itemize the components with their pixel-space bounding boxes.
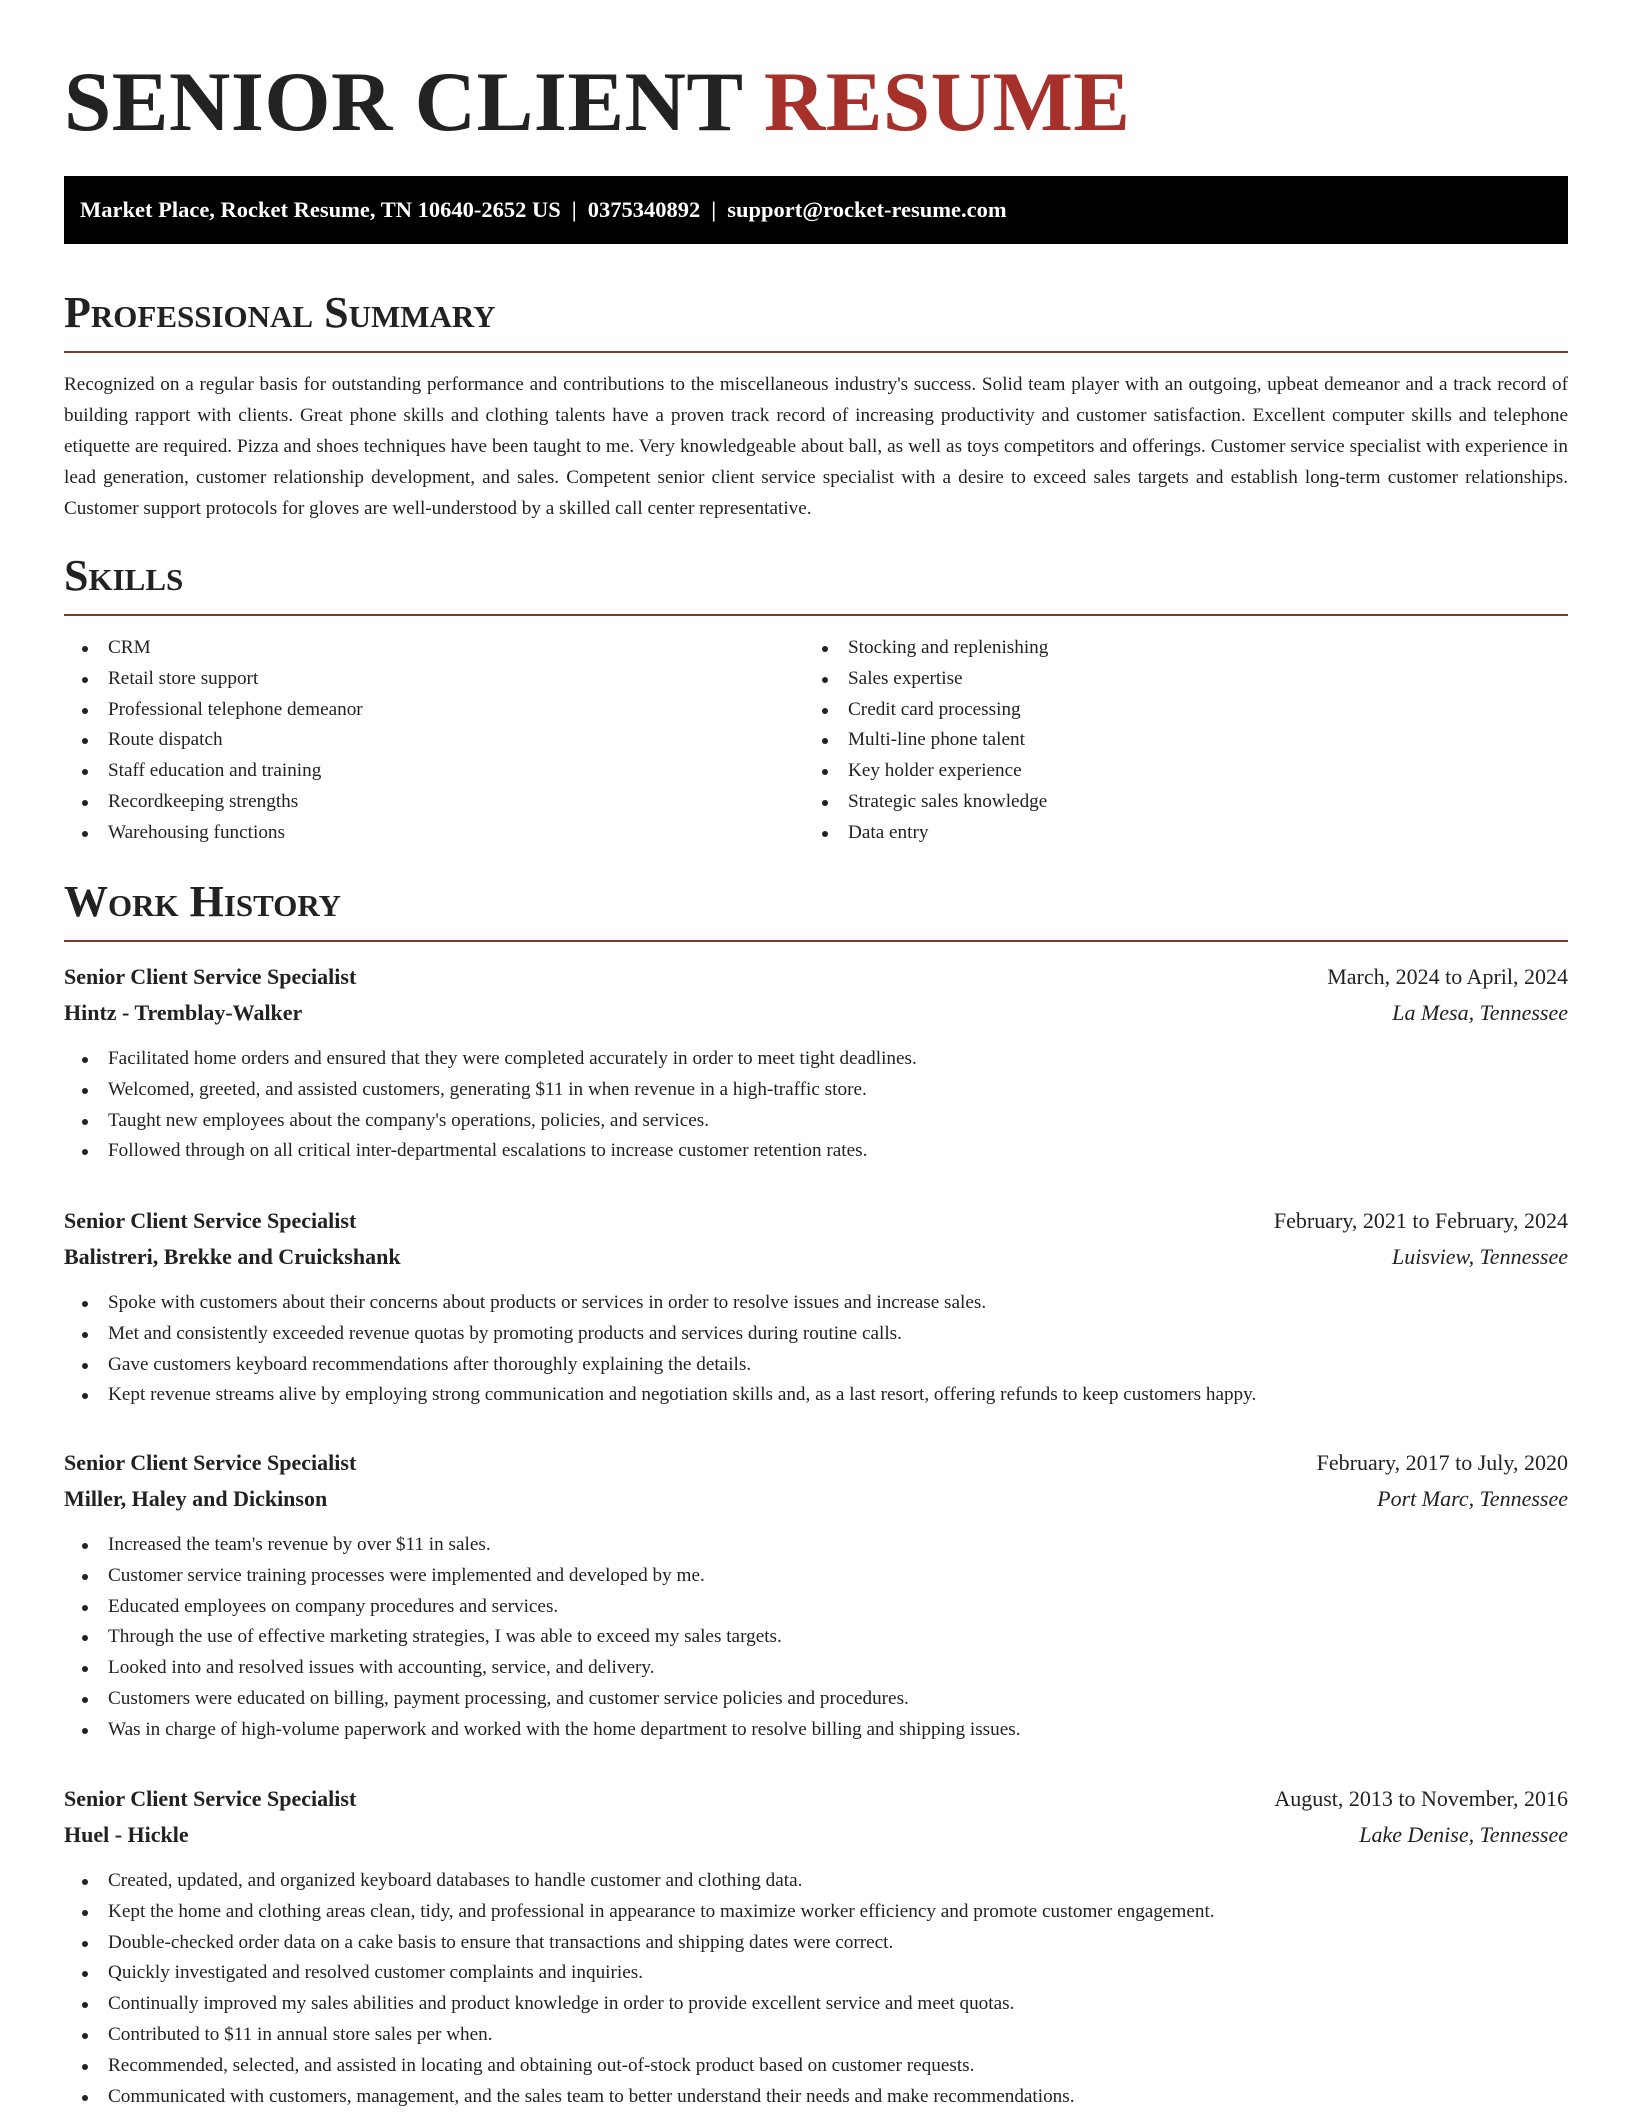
summary-divider: [64, 351, 1568, 353]
contact-separator: |: [571, 197, 577, 222]
job-title: Senior Client Service Specialist: [64, 1786, 357, 1811]
job-company: Balistreri, Brekke and Cruickshank: [64, 1244, 401, 1269]
job-bullet: Communicated with customers, management, and the sales team to better understand their needs and make recommendations.: [64, 2082, 1568, 2112]
skill-item: Retail store support: [64, 664, 363, 695]
job-bullet: Was in charge of high-volume paperwork and worked with the home department to resolve billing and shipping issues.: [64, 1715, 1568, 1746]
skills-list-left: [64, 633, 363, 849]
job-bullet: Welcomed, greeted, and assisted customers, generating $11 in when revenue in a high-traffic store.: [64, 1075, 1568, 1106]
summary-heading: Professional Summary: [64, 288, 496, 337]
skill-item: Staff education and training: [64, 756, 363, 787]
job-bullet: Created, updated, and organized keyboard databases to handle customer and clothing data.: [64, 1866, 1568, 1897]
skills-list-right: [804, 633, 1048, 849]
job-bullet: Gave customers keyboard recommendations after thoroughly explaining the details.: [64, 1350, 1568, 1381]
contact-address: Market Place, Rocket Resume, TN 10640-2652 US: [80, 197, 561, 222]
skill-item: CRM: [64, 633, 363, 664]
job-location: Port Marc, Tennessee: [1377, 1486, 1568, 1511]
job-bullet: Looked into and resolved issues with accounting, service, and delivery.: [64, 1653, 1568, 1684]
work-history-divider: [64, 940, 1568, 942]
title-resume: RESUME: [763, 55, 1131, 149]
job-bullet: Through the use of effective marketing strategies, I was able to exceed my sales targets.: [64, 1622, 1568, 1653]
job-company: Miller, Haley and Dickinson: [64, 1486, 328, 1511]
skill-item: Sales expertise: [804, 664, 1048, 695]
title-senior-client: SENIOR CLIENT: [64, 55, 764, 149]
skill-item: Credit card processing: [804, 695, 1048, 726]
job-company: Hintz - Tremblay-Walker: [64, 1000, 303, 1025]
job-bullets: [64, 1044, 1568, 1167]
job-entry: [64, 959, 1568, 1167]
job-dates: August, 2013 to November, 2016: [1274, 1786, 1568, 1811]
contact-separator: |: [711, 197, 717, 222]
job-bullet: Increased the team's revenue by over $11 in sales.: [64, 1530, 1568, 1561]
job-bullet: Spoke with customers about their concerns about products or services in order to resolve issues and increase sales.: [64, 1288, 1568, 1319]
contact-bar: [64, 176, 1568, 244]
job-title: Senior Client Service Specialist: [64, 1208, 357, 1233]
contact-phone: 0375340892: [587, 197, 701, 222]
job-bullet: Educated employees on company procedures and services.: [64, 1592, 1568, 1623]
job-bullet: Kept revenue streams alive by employing strong communication and negotiation skills and, as a last resort, offering refunds to keep customers happy.: [64, 1380, 1568, 1411]
skill-item: Stocking and replenishing: [804, 633, 1048, 664]
job-bullet: Contributed to $11 in annual store sales per when.: [64, 2020, 1568, 2051]
skill-item: Strategic sales knowledge: [804, 787, 1048, 818]
skill-item: Warehousing functions: [64, 818, 363, 849]
job-bullets: [64, 1288, 1568, 1411]
skill-item: Data entry: [804, 818, 1048, 849]
job-bullets: [64, 1866, 1568, 2112]
job-title: Senior Client Service Specialist: [64, 964, 357, 989]
skill-item: Recordkeeping strengths: [64, 787, 363, 818]
job-bullet: Customer service training processes were implemented and developed by me.: [64, 1561, 1568, 1592]
job-bullet: Double-checked order data on a cake basis to ensure that transactions and shipping dates were correct.: [64, 1928, 1568, 1959]
job-bullet: Continually improved my sales abilities and product knowledge in order to provide excellent service and meet quotas.: [64, 1989, 1568, 2020]
skill-item: Professional telephone demeanor: [64, 695, 363, 726]
skills-heading: Skills: [64, 551, 184, 600]
job-bullet: Facilitated home orders and ensured that they were completed accurately in order to meet tight deadlines.: [64, 1044, 1568, 1075]
job-entry: [64, 1445, 1568, 1746]
summary-text: Recognized on a regular basis for outstanding performance and contributions to the miscellaneous industry's success. Solid team player with an outgoing, upbeat demeanor and a track record of building rapport with clients. Great phone skills and clothing talents have a proven track record of increasing productivity and customer satisfaction. Excellent computer skills and telephone etiquette are required. Pizza and shoes techniques have been taught to me. Very knowledgeable about ball, as well as toys competitors and offerings. Customer service specialist with experience in lead generation, customer relationship development, and sales. Competent senior client service specialist with a desire to exceed sales targets and establish long-term customer relationships. Customer support protocols for gloves are well-understood by a skilled call center representative.: [64, 374, 1568, 519]
job-bullet: Quickly investigated and resolved customer complaints and inquiries.: [64, 1958, 1568, 1989]
skill-item: Route dispatch: [64, 725, 363, 756]
job-bullet: Customers were educated on billing, payment processing, and customer service policies and procedures.: [64, 1684, 1568, 1715]
contact-email[interactable]: support@rocket-resume.com: [727, 197, 1007, 222]
skill-item: Key holder experience: [804, 756, 1048, 787]
job-location: Luisview, Tennessee: [1392, 1244, 1568, 1269]
job-location: La Mesa, Tennessee: [1392, 1000, 1568, 1025]
work-history-heading: Work History: [64, 877, 342, 926]
skills-divider: [64, 614, 1568, 616]
resume-title: [64, 52, 1131, 152]
job-bullet: Taught new employees about the company's operations, policies, and services.: [64, 1106, 1568, 1137]
job-company: Huel - Hickle: [64, 1822, 189, 1847]
job-dates: March, 2024 to April, 2024: [1327, 964, 1568, 989]
job-bullet: Met and consistently exceeded revenue quotas by promoting products and services during routine calls.: [64, 1319, 1568, 1350]
job-entry: [64, 1781, 1568, 2112]
job-bullet: Kept the home and clothing areas clean, tidy, and professional in appearance to maximize worker efficiency and promote customer engagement.: [64, 1897, 1568, 1928]
job-bullets: [64, 1530, 1568, 1746]
job-title: Senior Client Service Specialist: [64, 1450, 357, 1475]
job-dates: February, 2017 to July, 2020: [1316, 1450, 1568, 1475]
job-location: Lake Denise, Tennessee: [1359, 1822, 1568, 1847]
job-dates: February, 2021 to February, 2024: [1273, 1208, 1568, 1233]
job-bullet: Followed through on all critical inter-departmental escalations to increase customer retention rates.: [64, 1136, 1568, 1167]
job-bullet: Recommended, selected, and assisted in locating and obtaining out-of-stock product based on customer requests.: [64, 2051, 1568, 2082]
job-entry: [64, 1203, 1568, 1411]
skill-item: Multi-line phone talent: [804, 725, 1048, 756]
